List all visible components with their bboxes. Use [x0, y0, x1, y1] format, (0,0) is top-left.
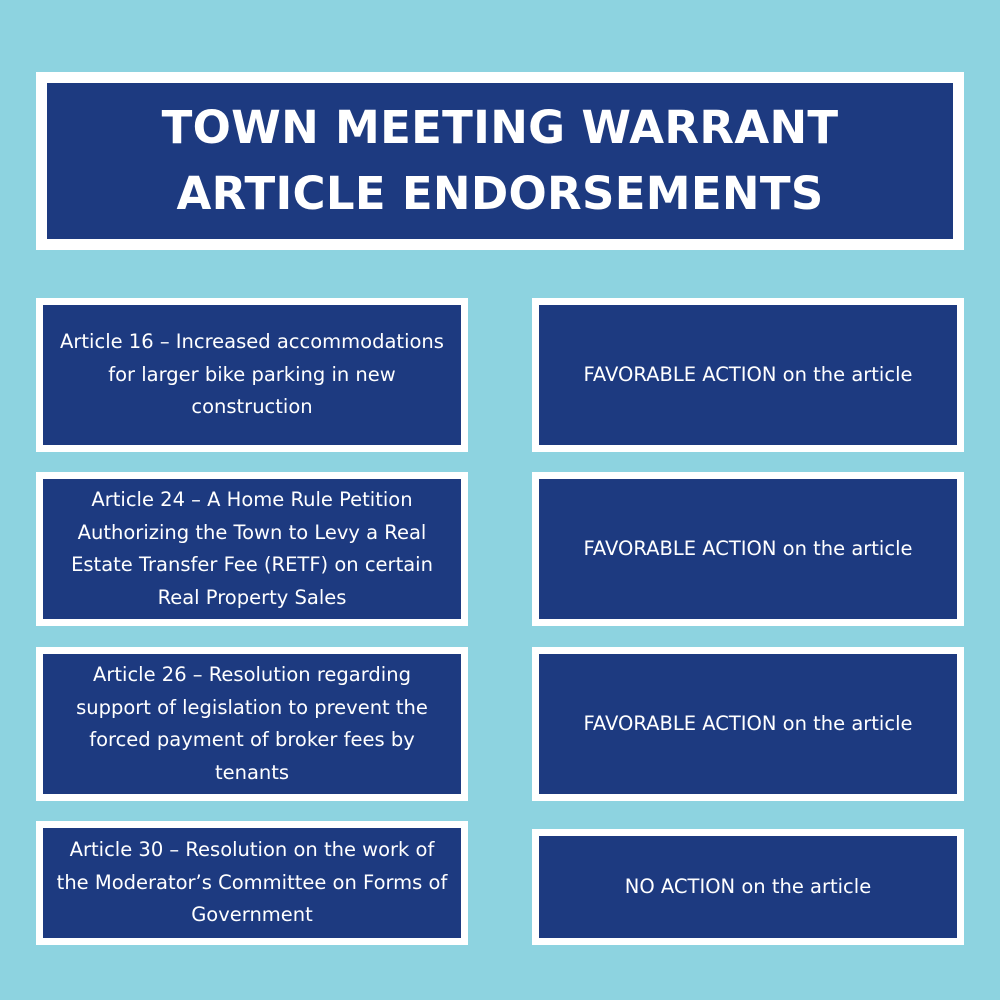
page-title: TOWN MEETING WARRANT ARTICLE ENDORSEMENTS [161, 101, 839, 220]
article-16-action-panel [539, 305, 957, 445]
article-24-action-card [532, 472, 964, 626]
article-16-text: Article 16 – Increased accommodations for larger bike parking in new construction [60, 330, 444, 419]
article-24-card [36, 472, 468, 626]
article-26-card [36, 647, 468, 801]
article-26-action: FAVORABLE ACTION on the article [583, 711, 913, 735]
article-24-action: FAVORABLE ACTION on the article [583, 536, 913, 560]
article-26-text: Article 26 – Resolution regarding support of legislation to prevent the forced payment of broker fees by tenants [76, 663, 428, 784]
article-16-panel [43, 305, 461, 445]
article-26-action-panel [539, 654, 957, 794]
article-30-text: Article 30 – Resolution on the work of the Moderator’s Committee on Forms of Government [56, 838, 448, 927]
article-16-card [36, 298, 468, 452]
article-30-action-card [532, 829, 964, 945]
article-30-action: NO ACTION on the article [624, 874, 872, 898]
article-16-action-card [532, 298, 964, 452]
article-30-card [36, 821, 468, 945]
article-24-text: Article 24 – A Home Rule Petition Authorizing the Town to Levy a Real Estate Transfer Fee (RETF) on certain Real Property Sales [71, 488, 433, 609]
article-26-action-card [532, 647, 964, 801]
article-16-action: FAVORABLE ACTION on the article [583, 362, 913, 386]
article-26-panel [43, 654, 461, 794]
title-banner [36, 72, 964, 250]
title-panel [47, 83, 953, 239]
article-24-action-panel [539, 479, 957, 619]
article-30-action-panel [539, 836, 957, 938]
article-30-panel [43, 828, 461, 938]
article-24-panel [43, 479, 461, 619]
